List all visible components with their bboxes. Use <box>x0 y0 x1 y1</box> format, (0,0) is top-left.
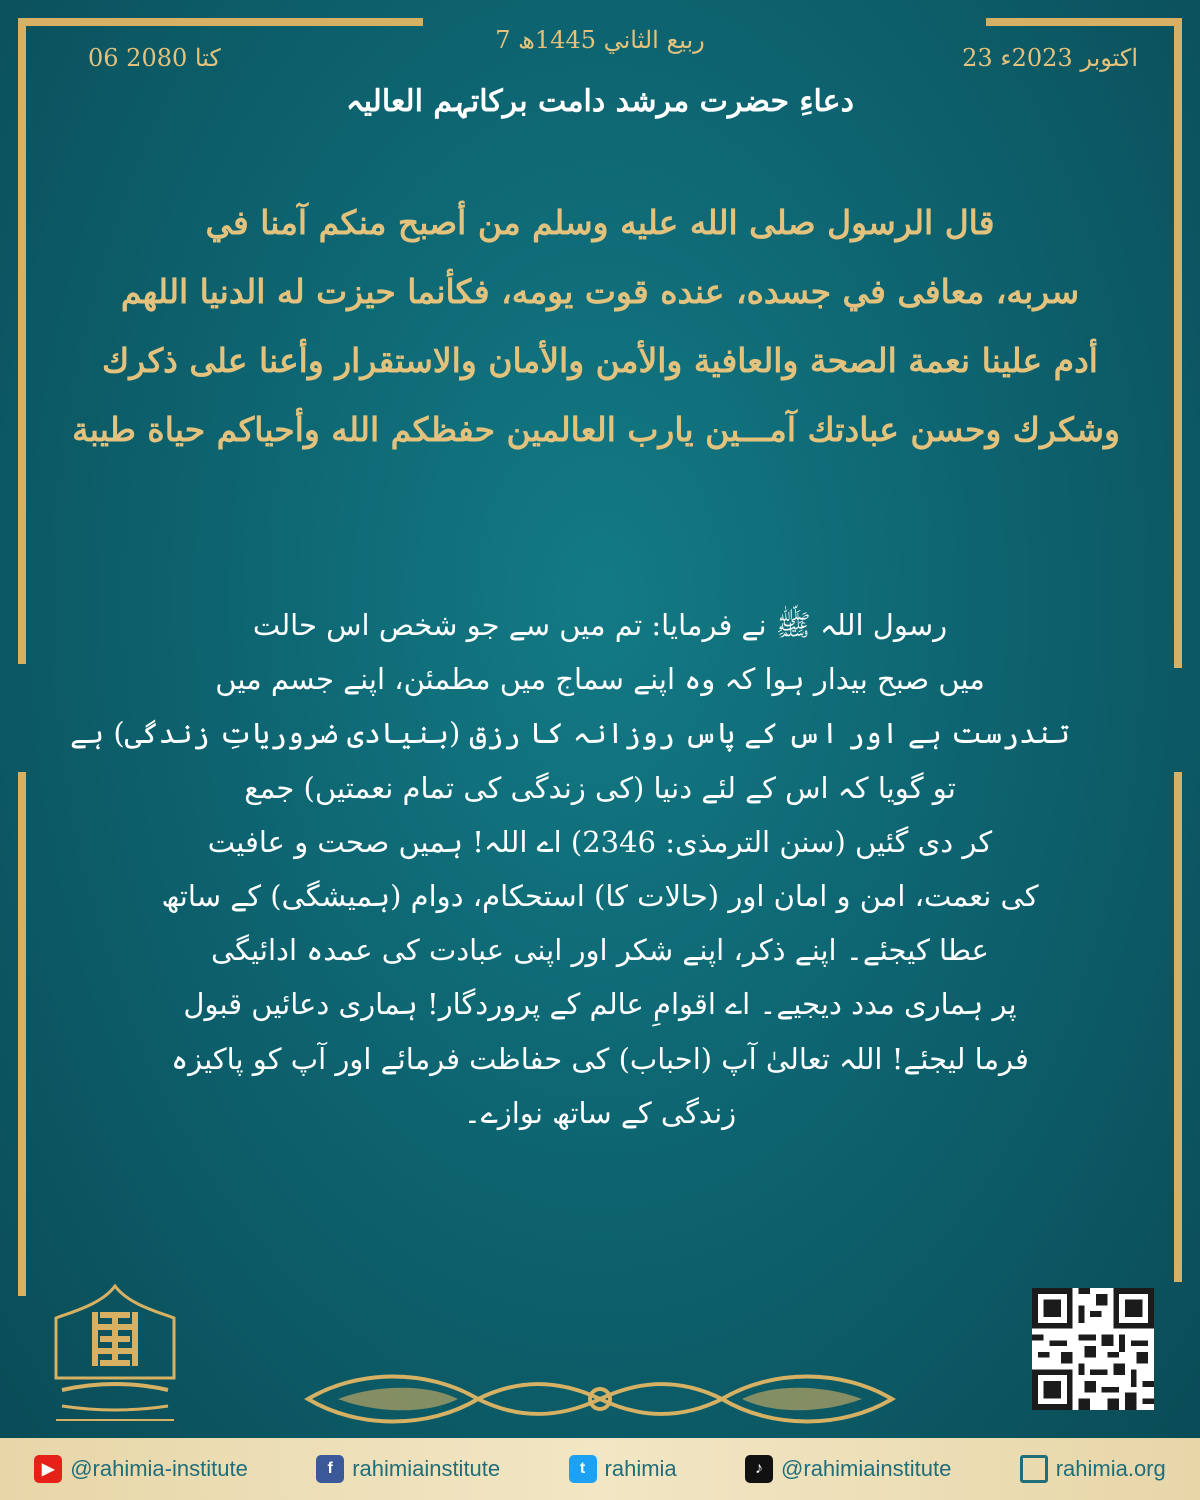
urdu-line: عطا کیجئے۔ اپنے ذکر، اپنے شکر اور اپنی عبادت کی عمدہ ادائیگی <box>210 933 989 968</box>
urdu-line: پر ہماری مدد دیجیے۔ اے اقوامِ عالم کے پروردگار! ہماری دعائیں قبول <box>183 987 1017 1022</box>
youtube-handle[interactable]: @rahimia-institute <box>70 1456 248 1481</box>
date-hijri: 7 ربيع الثاني 1445ھ <box>495 26 705 54</box>
youtube-icon: ▶ <box>34 1455 62 1483</box>
urdu-text <box>70 598 1070 1140</box>
tiktok-handle[interactable]: @rahimiainstitute <box>781 1456 952 1481</box>
urdu-line: تندرست ہے اور اس کے پاس روزانہ کا رزق (بنیادی ضروریاتِ زندگی) ہے <box>70 716 1070 751</box>
urdu-line: کر دی گئیں (سنن الترمذی: 2346) اے اللہ! ہمیں صحت و عافیت <box>207 824 993 859</box>
twitter-link[interactable] <box>569 1455 677 1483</box>
urdu-line: رسول اللہ ﷺ نے فرمایا: تم میں سے جو شخص اس حالت <box>252 608 948 642</box>
qr-web-icon <box>1020 1455 1048 1483</box>
urdu-line: میں صبح بیدار ہوا کہ وہ اپنے سماج میں مطمئن، اپنے جسم میں <box>215 662 985 697</box>
ornament-divider-icon <box>298 1364 902 1434</box>
arabic-line: قال الرسول صلى الله عليه وسلم من أصبح منكم آمنا في <box>205 203 995 242</box>
frame-top-right <box>986 18 1182 26</box>
qr-code-icon[interactable] <box>1032 1288 1154 1410</box>
tiktok-icon: ♪ <box>745 1455 773 1483</box>
page-title: دعاءِ حضرت مرشد دامت برکاتہم العالیہ <box>346 84 854 119</box>
urdu-line: تو گویا کہ اس کے لئے دنیا (کی زندگی کی تمام نعمتیں) جمع <box>244 770 956 805</box>
website-url[interactable]: rahimia.org <box>1055 1456 1166 1481</box>
date-gregorian: 23 اکتوبر 2023ء <box>962 44 1138 72</box>
frame-right-bottom <box>1174 772 1182 1282</box>
youtube-link[interactable] <box>34 1455 248 1483</box>
facebook-link[interactable] <box>316 1455 500 1483</box>
arabic-line: سربه، معافى في جسده، عنده قوت يومه، فكأنما حيزت له الدنيا اللهم <box>120 272 1080 311</box>
facebook-icon: f <box>316 1455 344 1483</box>
arabic-line: أدم علينا نعمة الصحة والعافية والأمن والأمان والاستقرار وأعنا على ذكرك <box>102 341 1098 380</box>
facebook-handle[interactable]: rahimiainstitute <box>352 1456 501 1481</box>
social-footer <box>0 1438 1200 1500</box>
frame-left-bottom <box>18 772 26 1296</box>
tiktok-link[interactable] <box>745 1455 951 1483</box>
urdu-line: کی نعمت، امن و امان اور (حالات کا) استحکام، دوام (ہمیشگی) کے ساتھ <box>161 879 1039 914</box>
date-nepali: 06 کتا 2080 <box>88 44 221 72</box>
urdu-line: زندگی کے ساتھ نوازے۔ <box>463 1095 737 1130</box>
website-link[interactable] <box>1020 1455 1166 1483</box>
urdu-line: فرما لیجئے! اللہ تعالیٰ آپ (احباب) کی حفاظت فرمائے اور آپ کو پاکیزہ <box>171 1041 1029 1076</box>
frame-top-left <box>18 18 423 26</box>
twitter-handle[interactable]: rahimia <box>604 1456 677 1481</box>
arabic-text <box>72 188 1120 464</box>
rahimia-logo-icon <box>42 1282 188 1432</box>
twitter-icon: t <box>569 1455 597 1483</box>
arabic-line: وشكرك وحسن عبادتك آمـــين يارب العالمين حفظكم الله وأحياكم حياة طيبة <box>72 410 1120 449</box>
